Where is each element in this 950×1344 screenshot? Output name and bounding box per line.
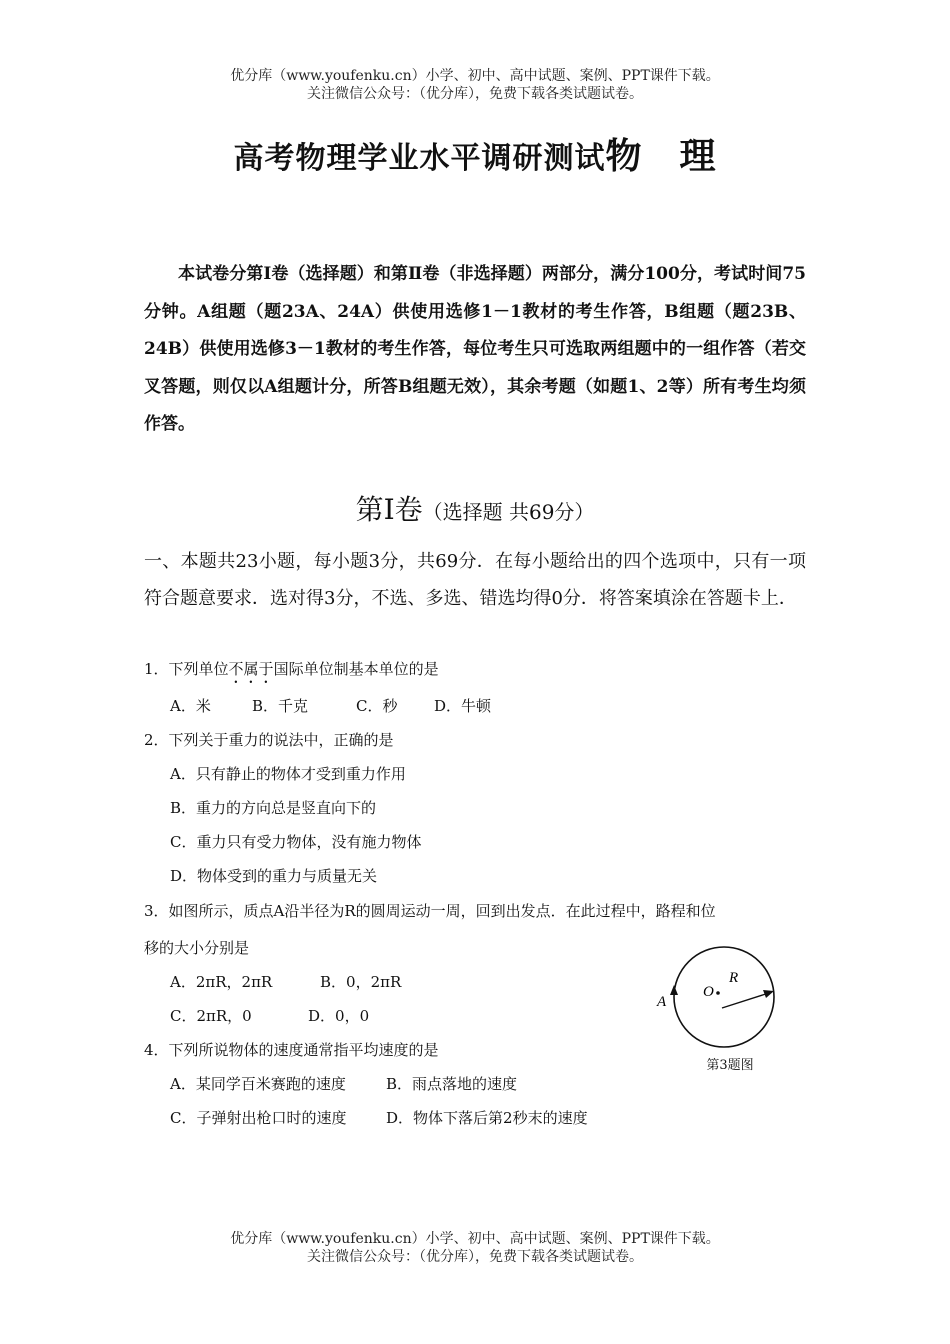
- question-4-option-d: D．物体下落后第2秒末的速度: [386, 1109, 588, 1127]
- q1-stem-prefix: 1．下列单位: [144, 660, 229, 678]
- figure-center-point: [716, 991, 720, 995]
- question-3-option-c: C．2πR，0: [170, 1007, 252, 1025]
- page-title: [0, 128, 950, 179]
- figure-circle: [674, 947, 774, 1047]
- section-subtitle: （选择题 共69分）: [422, 500, 595, 524]
- part-one-instructions: 一、本题共23小题，每小题3分，共69分．在每小题给出的四个选项中，只有一项符合题意要求．选对得3分，不选、多选、错选均得0分．将答案填涂在答题卡上．: [144, 551, 806, 609]
- question-1-option-d: D．牛顿: [434, 697, 492, 715]
- question-1-stem: [144, 659, 439, 687]
- footer-source-line: 优分库（www.youfenku.cn）小学、初中、高中试题、案例、PPT课件下载。: [230, 1231, 720, 1247]
- figure-radius-arrowhead: [763, 990, 774, 998]
- question-4-stem: 4．下列所说物体的速度通常指平均速度的是: [144, 1041, 439, 1059]
- question-3-option-d: D．0，0: [308, 1007, 370, 1025]
- question-2-option-a: A．只有静止的物体才受到重力作用: [170, 765, 406, 783]
- figure-label-o: O: [703, 984, 714, 1000]
- figure-caption: 第3题图: [706, 1058, 754, 1073]
- title-subject: 物 理: [605, 135, 717, 177]
- question-3-option-a: A．2πR，2πR: [170, 973, 273, 991]
- question-4-option-a: A．某同学百米赛跑的速度: [170, 1075, 346, 1093]
- figure-motion-arrowhead: [670, 985, 678, 995]
- q1-stem-suffix: 国际单位制基本单位的是: [273, 660, 439, 678]
- question-4-option-c: C．子弹射出枪口时的速度: [170, 1109, 347, 1127]
- question-2-stem: 2．下列关于重力的说法中，正确的是: [144, 731, 394, 749]
- figure-radius-line: [722, 992, 772, 1008]
- section-heading: [0, 488, 950, 528]
- q1-stem-emphasis: 不属于: [228, 660, 274, 678]
- question-3-option-b: B．0，2πR: [320, 973, 402, 991]
- question-2-option-d: D．物体受到的重力与质量无关: [170, 867, 378, 885]
- figure-label-a: A: [657, 994, 667, 1010]
- footer-wechat-line: 关注微信公众号：（优分库），免费下载各类试题试卷。: [307, 1249, 643, 1265]
- question-3-stem-line-2: 移的大小分别是: [144, 939, 250, 957]
- section-title: 第Ⅰ卷: [355, 493, 423, 526]
- question-1-option-b: B．千克: [252, 697, 309, 715]
- title-main: 高考物理学业水平调研测试: [233, 141, 606, 176]
- question-2-option-b: B．重力的方向总是竖直向下的: [170, 799, 377, 817]
- exam-introduction: 本试卷分第Ⅰ卷（选择题）和第Ⅱ卷（非选择题）两部分，满分100分，考试时间75分钟。A组题（题23A、24A）供使用选修1－1教材的考生作答，B组题（题23B、24B）供使用选修3－1教材的考生作答，每位考生只可选取两组题中的一组作答（若交叉答题，则仅以A组题计分，所答B组题无效），其余考题（如题1、2等）所有考生均须作答。: [144, 264, 806, 434]
- question-1-option-c: C．秒: [356, 697, 398, 715]
- figure-label-r: R: [729, 970, 739, 986]
- question-3-stem-line-1: 3．如图所示，质点A沿半径为R的圆周运动一周，回到出发点．在此过程中，路程和位: [144, 902, 716, 920]
- header-source-line: 优分库（www.youfenku.cn）小学、初中、高中试题、案例、PPT课件下载。: [230, 68, 720, 84]
- question-4-option-b: B．雨点落地的速度: [386, 1075, 518, 1093]
- question-1-option-a: A．米: [170, 697, 211, 715]
- header-wechat-line: 关注微信公众号：（优分库），免费下载各类试题试卷。: [307, 86, 643, 102]
- question-2-option-c: C．重力只有受力物体，没有施力物体: [170, 833, 422, 851]
